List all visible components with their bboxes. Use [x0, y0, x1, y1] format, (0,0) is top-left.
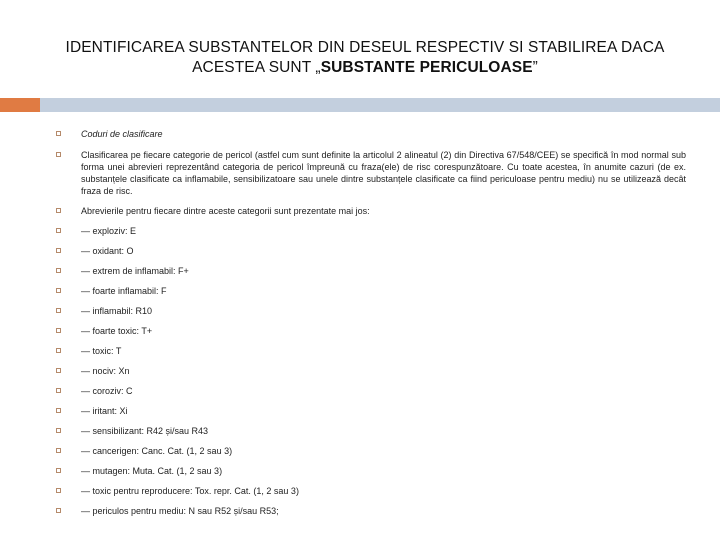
list-item-text: — foarte inflamabil: F — [81, 286, 167, 296]
list-item-text: — iritant: Xi — [81, 406, 128, 416]
list-item — [56, 305, 686, 317]
accent-band-orange — [0, 98, 40, 112]
square-bullet-icon — [56, 208, 61, 213]
title-suffix: ” — [532, 59, 538, 76]
list-item-text: Clasificarea pe fiecare categorie de pericol (astfel cum sunt definite la articolul 2 alineatul (2) din Directiva 67/548/CEE) se specifică în mod normal sub forma unei abrevieri reprezentând categoria de pericol împreună cu fraza(ele) de risc corespunzătoare. Cu toate acestea, în anumite cazuri (de ex. substanțele clasificate ca inflamabile, sensibilizatoare sau unele dintre substanțele clasificate ca fiind periculoase pentru mediu) nu se utilizează decât fraza de risc. — [81, 150, 686, 196]
title-line-2 — [40, 58, 690, 78]
list-item-text: Abrevierile pentru fiecare dintre aceste categorii sunt prezentate mai jos: — [81, 206, 370, 216]
list-item — [56, 385, 686, 397]
list-item — [56, 505, 686, 517]
square-bullet-icon — [56, 408, 61, 413]
square-bullet-icon — [56, 152, 61, 157]
square-bullet-icon — [56, 508, 61, 513]
content-list — [56, 128, 686, 517]
list-item-text: — inflamabil: R10 — [81, 306, 153, 316]
square-bullet-icon — [56, 448, 61, 453]
square-bullet-icon — [56, 131, 61, 136]
list-item-text: — toxic pentru reproducere: Tox. repr. Cat. (1, 2 sau 3) — [81, 486, 299, 496]
title-prefix: ACESTEA SUNT „ — [192, 59, 321, 76]
list-item — [56, 149, 686, 197]
list-item — [56, 345, 686, 357]
list-item — [56, 485, 686, 497]
accent-band-blue — [40, 98, 720, 112]
list-item-text: — extrem de inflamabil: F+ — [81, 266, 189, 276]
list-item-text: — mutagen: Muta. Cat. (1, 2 sau 3) — [81, 466, 223, 476]
square-bullet-icon — [56, 428, 61, 433]
list-item-text: — periculos pentru mediu: N sau R52 și/sau R53; — [81, 506, 279, 516]
square-bullet-icon — [56, 488, 61, 493]
list-item-text: — sensibilizant: R42 și/sau R43 — [81, 426, 209, 436]
list-item — [56, 245, 686, 257]
list-item-text: — coroziv: C — [81, 386, 133, 396]
list-item — [56, 425, 686, 437]
square-bullet-icon — [56, 468, 61, 473]
list-item-text: — foarte toxic: T+ — [81, 326, 153, 336]
list-item-text: Coduri de clasificare — [81, 129, 163, 139]
square-bullet-icon — [56, 388, 61, 393]
list-item — [56, 128, 686, 140]
list-item — [56, 365, 686, 377]
list-item — [56, 445, 686, 457]
square-bullet-icon — [56, 228, 61, 233]
list-item — [56, 205, 686, 217]
list-item — [56, 225, 686, 237]
page-title — [40, 38, 690, 78]
square-bullet-icon — [56, 368, 61, 373]
list-item-text: — exploziv: E — [81, 226, 137, 236]
title-bold: SUBSTANTE PERICULOASE — [320, 59, 533, 76]
square-bullet-icon — [56, 348, 61, 353]
title-line-1: IDENTIFICAREA SUBSTANTELOR DIN DESEUL RESPECTIV SI STABILIREA DACA — [65, 39, 665, 56]
list-item-text: — nociv: Xn — [81, 366, 130, 376]
list-item — [56, 405, 686, 417]
square-bullet-icon — [56, 268, 61, 273]
list-item-text: — toxic: T — [81, 346, 122, 356]
list-item — [56, 265, 686, 277]
square-bullet-icon — [56, 328, 61, 333]
list-item — [56, 465, 686, 477]
square-bullet-icon — [56, 288, 61, 293]
square-bullet-icon — [56, 308, 61, 313]
list-item — [56, 325, 686, 337]
list-item-text: — oxidant: O — [81, 246, 134, 256]
list-item — [56, 285, 686, 297]
list-item-text: — cancerigen: Canc. Cat. (1, 2 sau 3) — [81, 446, 233, 456]
square-bullet-icon — [56, 248, 61, 253]
